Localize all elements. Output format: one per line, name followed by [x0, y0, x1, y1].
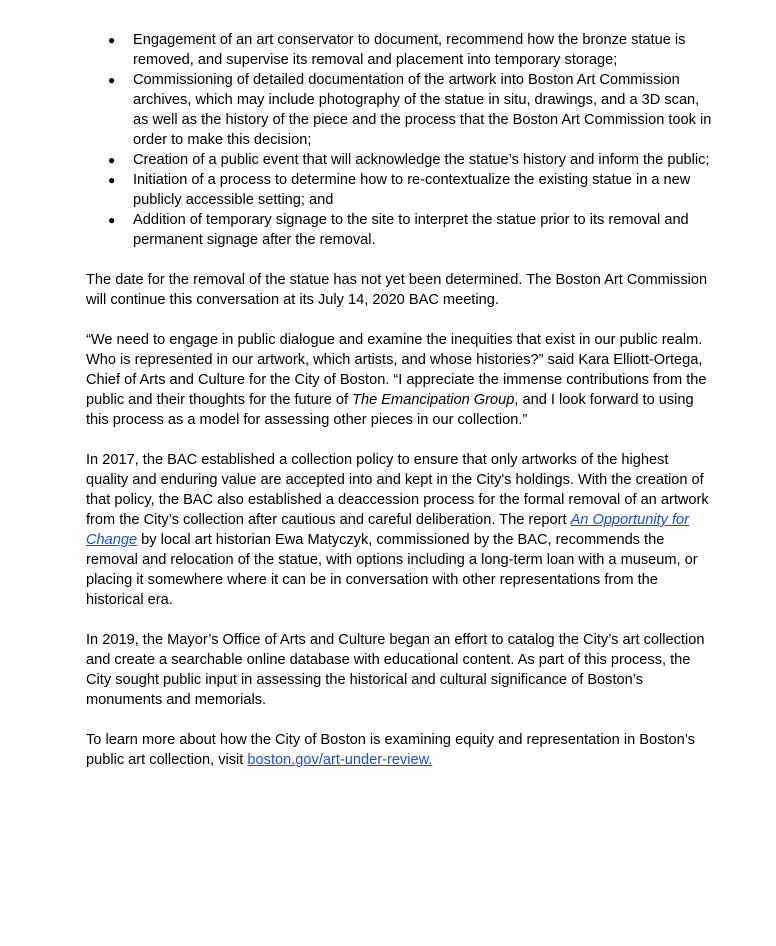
action-items-list [86, 30, 714, 250]
list-item-text: Commissioning of detailed documentation of the artwork into Boston Art Commission archives, which may include photography of the statue in situ, drawings, and a 3D scan, as well as the history of the piece and the process that the Boston Art Commission took in order to make this decision; [133, 72, 712, 148]
collection-policy-paragraph [86, 450, 714, 610]
list-item-text: Initiation of a process to determine how to re-contextualize the existing statue in a new publicly accessible setting; and [133, 172, 691, 208]
bullet-icon: ● [108, 73, 116, 87]
list-item [86, 70, 714, 150]
list-item [86, 150, 714, 170]
list-item [86, 170, 714, 210]
document-page [86, 30, 714, 770]
list-item-text: Engagement of an art conservator to document, recommend how the bronze statue is removed, and supervise its removal and placement into temporary storage; [133, 32, 686, 68]
quote-text-before: “We need to engage in public dialogue and examine the inequities that exist in our public realm. Who is represented in our artwork, which artists, and whose histories?” said Kara Elliott-Ortega, Chief of Arts and Culture for the City of Boston. “I appreciate the immense contributions from the public and their thoughts for the future of [86, 332, 707, 408]
art-under-review-link[interactable]: boston.gov/art-under-review. [247, 752, 433, 768]
learn-more-text: To learn more about how the City of Boston is examining equity and representation in Boston’s public art collection, visit [86, 732, 695, 768]
policy-text-after: by local art historian Ewa Matyczyk, commissioned by the BAC, recommends the removal and relocation of the statue, with options including a long-term loan with a museum, or placing it somewhere where it can be in conversation with other representations from the historical era. [86, 532, 698, 608]
list-item-text: Addition of temporary signage to the site to interpret the statue prior to its removal and permanent signage after the removal. [133, 212, 689, 248]
policy-text-before: In 2017, the BAC established a collection policy to ensure that only artworks of the highest quality and enduring value are accepted into and kept in the City's holdings. With the creation of that policy, the BAC also established a deaccession process for the formal removal of an artwork from the City’s collection after cautious and careful deliberation. The report [86, 452, 709, 528]
list-item-text: Creation of a public event that will acknowledge the statue’s history and inform the public; [133, 152, 710, 168]
list-item [86, 30, 714, 70]
bullet-icon: ● [108, 213, 116, 227]
quote-paragraph [86, 330, 714, 430]
report-link[interactable]: An Opportunity for Change [86, 512, 689, 548]
artwork-title: The Emancipation Group [352, 392, 515, 408]
removal-date-paragraph: The date for the removal of the statue has not yet been determined. The Boston Art Commission will continue this conversation at its July 14, 2020 BAC meeting. [86, 272, 708, 308]
list-item [86, 210, 714, 250]
bullet-icon: ● [108, 173, 116, 187]
bullet-icon: ● [108, 33, 116, 47]
quote-text-after: , and I look forward to using this process as a model for assessing other pieces in our collection.” [86, 392, 694, 428]
bullet-icon: ● [108, 153, 116, 167]
learn-more-paragraph [86, 730, 714, 770]
catalog-effort-paragraph: In 2019, the Mayor’s Office of Arts and Culture began an effort to catalog the City’s art collection and create a searchable online database with educational content. As part of this process, the City sought public input in assessing the historical and cultural significance of Boston’s monuments and memorials. [86, 632, 705, 708]
